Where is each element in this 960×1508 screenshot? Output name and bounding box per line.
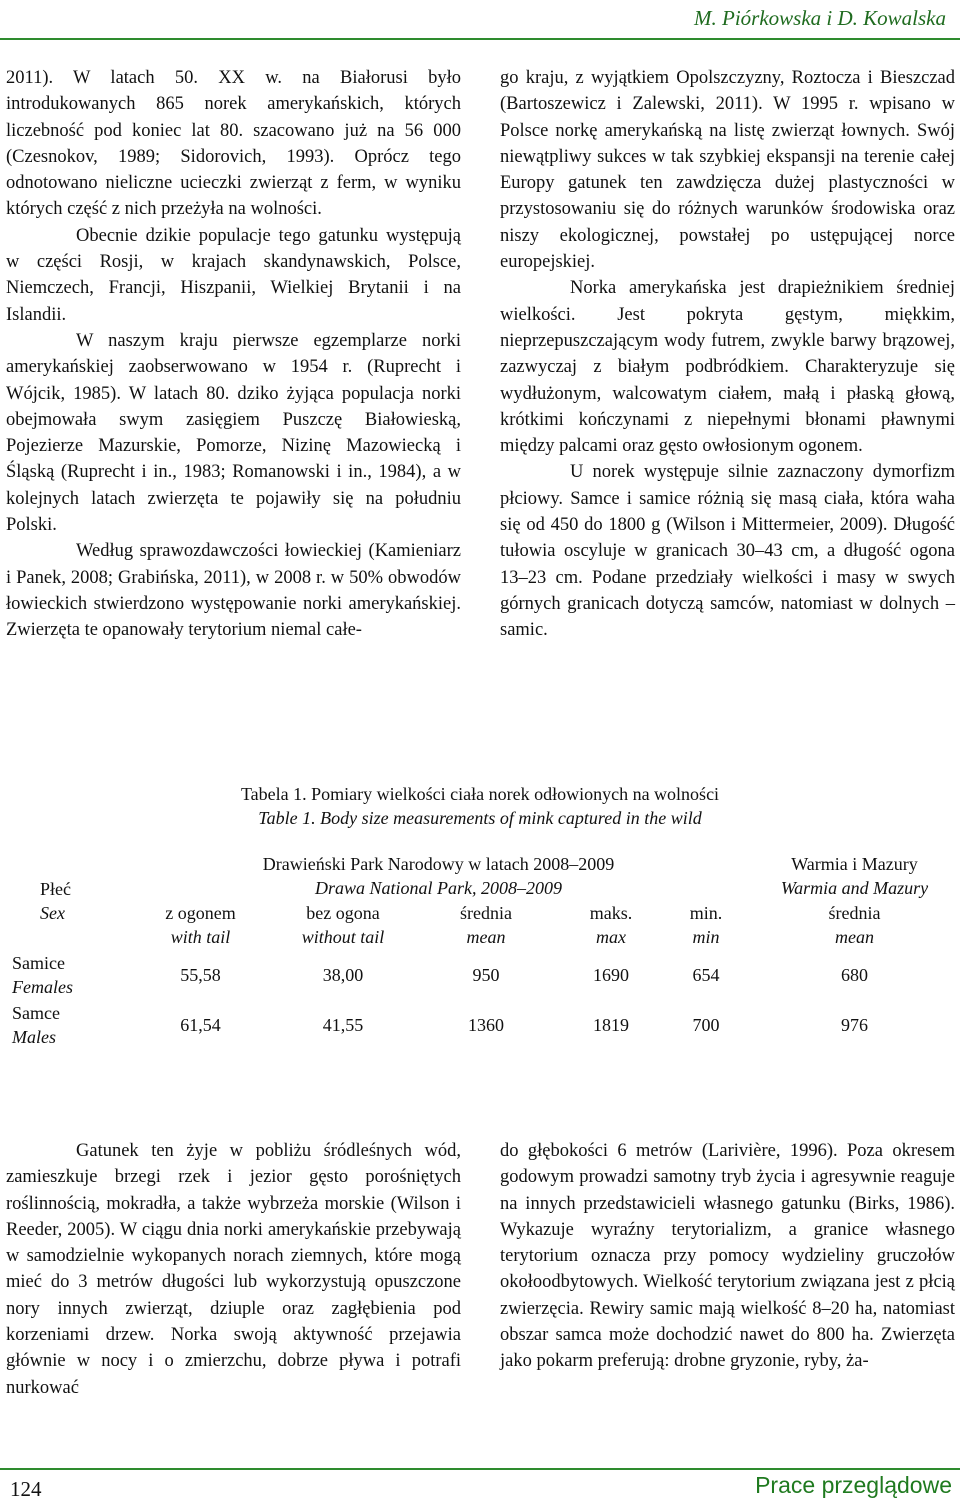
paragraph: Obecnie dzikie populacje tego gatunku występują w części Rosji, w krajach skandynawskich, Polsce, Niemczech, Francji, Hiszpanii, Wielkiej Brytanii i na Islandii. [6, 225, 461, 325]
column-header-en: with tail [170, 927, 231, 947]
column-header-en: mean [835, 927, 874, 947]
table-cell: 38,00 [322, 965, 364, 985]
table-header-row [0, 852, 960, 900]
row-label [0, 950, 128, 1000]
measurements-table [0, 852, 960, 1050]
column-header [273, 900, 413, 950]
park-header-en: Drawa National Park, 2008–2009 [314, 878, 562, 898]
running-header-authors: M. Piórkowska i D. Kowalska [694, 6, 946, 30]
page-number: 124 [10, 1477, 42, 1501]
table-row [0, 950, 960, 1000]
sex-header-pl: Płeć [40, 879, 71, 899]
section-label: Prace przeglądowe [755, 1472, 952, 1498]
column-header-pl: min. [689, 903, 723, 923]
column-header-pl: maks. [589, 903, 633, 923]
row-label-en: Males [12, 1027, 56, 1047]
paragraph: W naszym kraju pierwsze egzemplarze norki amerykańskiej zaobserwowano w 1954 r. (Ruprecht i Wójcik, 1985). W latach 80. dziko żyjąca populacja norki obejmowała swym zasięgiem Puszczę Białowieską, Pojezierze Mazurskie, Pomorze, Nizinę Mazowiecką i Śląską (Ruprecht i in., 1983; Romanowski i in., 1984), a w kolejnych latach zwierzęta te pojawiły się na południu Polski. [6, 330, 461, 536]
paragraph: 2011). W latach 50. XX w. na Białorusi było introdukowanych 865 norek amerykańskich, których liczebność pod koniec lat 80. szacowano już na 56 000 (Czesnokov, 1989; Sidorovich, 1993). Oprócz tego odnotowano nieliczne ucieczki zwierząt z ferm, w wyniku których część z nich przeżyła na wolności. [6, 68, 461, 220]
table-cell: 55,58 [180, 965, 221, 985]
table-cell: 654 [692, 965, 720, 985]
paragraph: Według sprawozdawczości łowieckiej (Kamieniarz i Panek, 2008; Grabińska, 2011), w 2008 r. w 50% obwodów łowieckich stwierdzono występowanie norki amerykańskiej. Zwierzęta te opanowały terytorium niemal całe- [6, 541, 461, 641]
column-header-pl: średnia [460, 903, 512, 923]
column-header-en: mean [466, 927, 506, 947]
warmia-header [749, 852, 960, 900]
table-cell: 1819 [593, 1015, 629, 1035]
header-rule [0, 38, 960, 40]
row-label-pl: Samice [12, 953, 65, 973]
sex-header [0, 852, 128, 950]
table-cell: 61,54 [180, 1015, 221, 1035]
table-cell: 680 [841, 965, 868, 985]
park-header [128, 852, 749, 900]
column-header-en: min [692, 927, 720, 947]
column-header [413, 900, 559, 950]
table-subheader-row [0, 900, 960, 950]
paragraph: U norek występuje silnie zaznaczony dymorfizm płciowy. Samce i samice różnią się masą ciała, która waha się od 450 do 1800 g (Wilson i Mittermeier, 2009). Długość tułowia oscyluje w granicach 30–43 cm, a długość ogona 13–23 cm. Podane przedziały wielkości i masy w swych górnych granicach dotyczą samców, natomiast w dolnych – samic. [500, 462, 955, 641]
column-header-en: without tail [301, 927, 385, 947]
table-row [0, 1000, 960, 1050]
column-header-pl: bez ogona [306, 903, 380, 923]
table-cell: 1690 [593, 965, 629, 985]
table-caption-polish: Tabela 1. Pomiary wielkości ciała norek odłowionych na wolności [240, 784, 720, 804]
paragraph: Gatunek ten żyje w pobliżu śródleśnych wód, zamieszkuje brzegi rzek i jezior gęsto porośniętych roślinnością, mokradła, a także wybrzeża morskie (Wilson i Reeder, 2005). W ciągu dnia norki amerykańskie przebywają w samodzielnie wykopanych norach ziemnych, które mogą mieć do 3 metrów długości lub wykorzystują opuszczone nory innych zwierząt, dziuple oraz zagłębienia pod korzeniami drzew. Norka swoją aktywność przejawia głównie w nocy i o zmierzchu, dobrze pływa i potrafi nurkować [6, 1141, 461, 1398]
warmia-header-pl: Warmia i Mazury [791, 854, 918, 874]
text-column-right-top [500, 65, 955, 644]
row-label-en: Females [12, 977, 73, 997]
column-header-pl: z ogonem [165, 903, 236, 923]
column-header-en: max [596, 927, 626, 947]
column-header [749, 900, 960, 950]
warmia-header-en: Warmia and Mazury [780, 878, 929, 898]
column-header-pl: średnia [828, 903, 881, 923]
table-caption-english: Table 1. Body size measurements of mink captured in the wild [258, 808, 702, 828]
column-header [128, 900, 273, 950]
paragraph: do głębokości 6 metrów (Larivière, 1996). Poza okresem godowym prowadzi samotny tryb życia i agresywnie reaguje na innych przedstawicieli własnego gatunku (Birks, 1986). Wykazuje wyraźny terytorializm, a granice własnego terytorium oznacza przy pomocy wydzieliny gruczołów okołoodbytowych. Wielkość terytorium związana jest z płcią zwierzęcia. Rewiry samic mają wielkość 8–20 ha, natomiast obszar samca może dochodzić nawet do 800 ha. Zwierzęta jako pokarm preferują: drobne gryzonie, ryby, ża- [500, 1141, 955, 1372]
row-label [0, 1000, 128, 1050]
column-header [663, 900, 749, 950]
text-column-right-bottom [500, 1138, 955, 1375]
column-header [559, 900, 663, 950]
table-cell: 700 [692, 1015, 720, 1035]
table-cell: 41,55 [322, 1015, 364, 1035]
table-cell: 950 [472, 965, 500, 985]
park-header-pl: Drawieński Park Narodowy w latach 2008–2009 [262, 854, 615, 874]
table-cell: 1360 [468, 1015, 504, 1035]
paragraph: Norka amerykańska jest drapieżnikiem średniej wielkości. Jest pokryta gęstym, miękkim, nieprzepuszczającym wody futrem, zwykle barwy brązowej, zazwyczaj z białym podbródkiem. Charakteryzuje się wydłużonym, walcowatym ciałem, małą i płaską głową, krótkimi kończynami z niepełnymi błonami pławnymi między palcami oraz gęsto owłosionym ogonem. [500, 278, 955, 457]
sex-header-en: Sex [40, 903, 65, 923]
table-cell: 976 [841, 1015, 868, 1035]
row-label-pl: Samce [12, 1003, 60, 1023]
footer-rule [0, 1468, 960, 1470]
paragraph: go kraju, z wyjątkiem Opolszczyzny, Roztocza i Bieszczad (Bartoszewicz i Zalewski, 2011). W 1995 r. wpisano w Polsce norkę amerykańską na listę zwierząt łownych. Swój niewątpliwy sukces w tak szybkiej ekspansji na terenie całej Europy gatunek ten zawdzięcza dużej plastyczności w przystosowaniu się do różnych warunków środowiska oraz niszy ekologicznej, powstałej po ustępującej norce europejskiej. [500, 68, 955, 273]
text-column-left-top [6, 65, 461, 644]
text-column-left-bottom [6, 1138, 461, 1401]
